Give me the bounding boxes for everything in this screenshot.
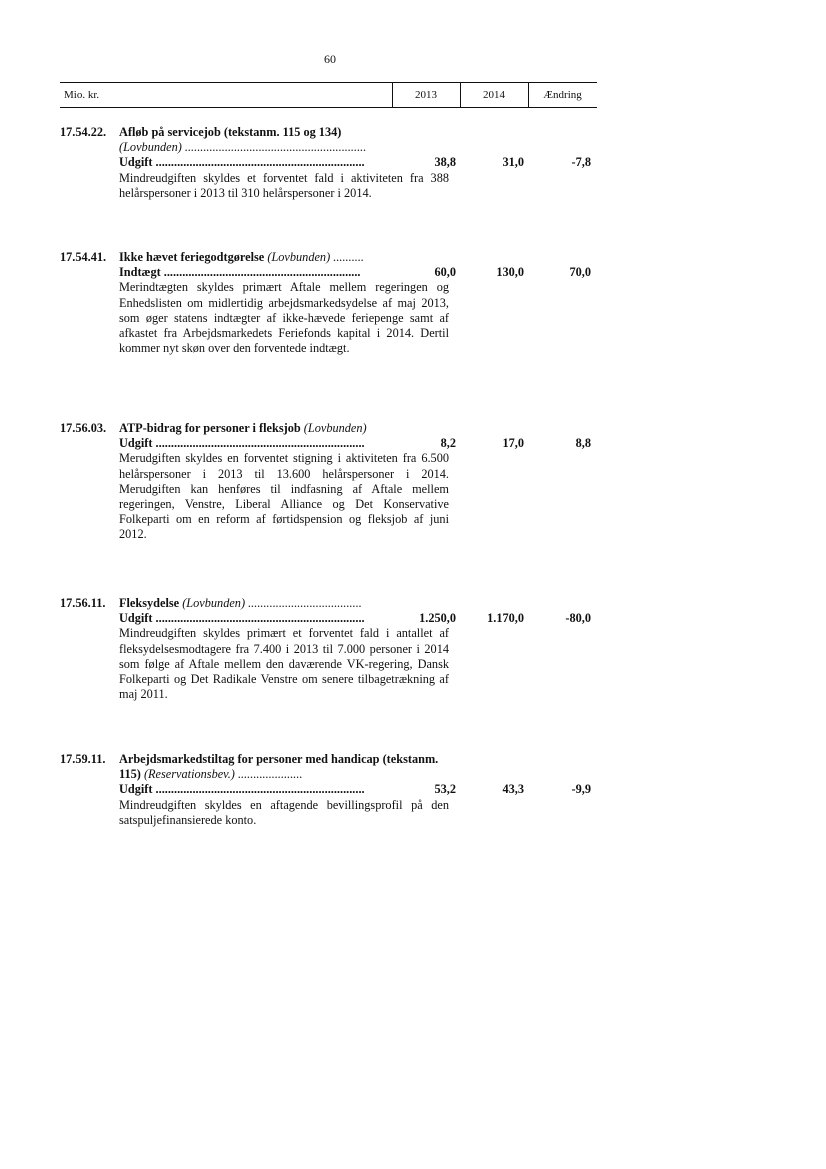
value-2013: 1.250,0 <box>419 611 456 625</box>
value-change: 70,0 <box>569 265 591 279</box>
entry-title-text: ATP-bidrag for personer i fleksjob <box>119 421 301 435</box>
entry-title-text: Arbejdsmarkedstiltag for personer med handicap (tekstanm. 115) <box>119 752 439 782</box>
value-2014: 130,0 <box>496 265 524 279</box>
column-2013: 2013 <box>415 89 437 101</box>
entry-title-text: Afløb på servicejob (tekstanm. 115 og 134) <box>119 125 342 139</box>
entry-description: Mindreudgiften skyldes en aftagende bevillingsprofil på den satspuljefinansierede konto. <box>119 797 449 827</box>
account-number: 17.56.03. <box>60 421 107 435</box>
entry-kind: Udgift .................................................................... <box>119 611 365 626</box>
entry-kind: Udgift .................................................................... <box>119 782 365 797</box>
page-number: 60 <box>324 52 336 66</box>
entry-title-text: Ikke hævet feriegodtgørelse <box>119 250 265 264</box>
account-number: 17.59.11. <box>60 752 106 766</box>
value-2014: 43,3 <box>502 782 524 796</box>
entry-kind: Udgift .................................................................... <box>119 436 365 451</box>
entry-title <box>119 250 449 265</box>
entry-title <box>119 596 449 611</box>
value-2013: 53,2 <box>434 782 456 796</box>
value-2014: 31,0 <box>502 155 524 169</box>
entry-title-note: (Lovbunden) <box>303 421 367 435</box>
account-number: 17.56.11. <box>60 596 106 610</box>
value-2013: 8,2 <box>440 436 456 450</box>
value-2014: 1.170,0 <box>487 611 524 625</box>
entry-title-text: Fleksydelse <box>119 596 180 610</box>
value-change: -80,0 <box>565 611 591 625</box>
entry-description: Mindreudgiften skyldes primært et forventet fald i antallet af fleksydelsesmodtagere fra 7.400 i 2013 til 7.000 personer i 2014 som følge af Aftale mellem den daværende VK-regering, Dansk Folkeparti og Det Radikale Venstre om senere tilbagetrækning af maj 2011. <box>119 626 449 702</box>
entry-kind: Indtægt ................................................................ <box>119 265 361 280</box>
account-number: 17.54.22. <box>60 125 107 139</box>
value-2014: 17,0 <box>502 436 524 450</box>
account-number: 17.54.41. <box>60 250 107 264</box>
entry-description: Merindtægten skyldes primært Aftale mellem regeringen og Enhedslisten om midlertidig arbejdsmarkedsydelse af maj 2013, som øger statens indtægter af ikke-hævede feriepenge samt af afkastet fra Arbejdsmarkedets Feriefonds kapital i 2014. Dertil kommer nyt skøn over den forventede indtægt. <box>119 280 449 356</box>
entry-title-note: (Lovbunden) ..................................... <box>182 596 362 610</box>
unit-label: Mio. kr. <box>64 89 100 101</box>
entry-title <box>119 421 449 436</box>
value-change: 8,8 <box>575 436 591 450</box>
value-2013: 38,8 <box>434 155 456 169</box>
value-change: -7,8 <box>571 155 591 169</box>
entry-title-note: (Reservationsbev.) ..................... <box>143 767 303 782</box>
entry-description: Merudgiften skyldes en forventet stigning i aktiviteten fra 6.500 helårspersoner i 2013 til 13.600 helårspersoner i 2014. Merudgiften kan henføres til indfasning af Aftale mellem regeringen, Venstre, Liberal Alliance og Det Konservative Folkeparti om en reform af førtidspension og fleksjob af juni 2012. <box>119 451 449 542</box>
entry-description: Mindreudgiften skyldes et forventet fald i aktiviteten fra 388 helårspersoner i 2013 til 310 helårspersoner i 2014. <box>119 170 449 200</box>
entry-title <box>119 125 449 140</box>
value-2013: 60,0 <box>434 265 456 279</box>
value-change: -9,9 <box>571 782 591 796</box>
entry-title-note: (Lovbunden) .......... <box>267 250 364 264</box>
entry-title <box>119 752 449 782</box>
column-2014: 2014 <box>483 89 505 101</box>
table-header <box>60 82 597 108</box>
column-change: Ændring <box>543 89 582 101</box>
entry-title-note: (Lovbunden) ........................................................... <box>119 140 367 155</box>
entry-kind: Udgift .................................................................... <box>119 155 365 170</box>
